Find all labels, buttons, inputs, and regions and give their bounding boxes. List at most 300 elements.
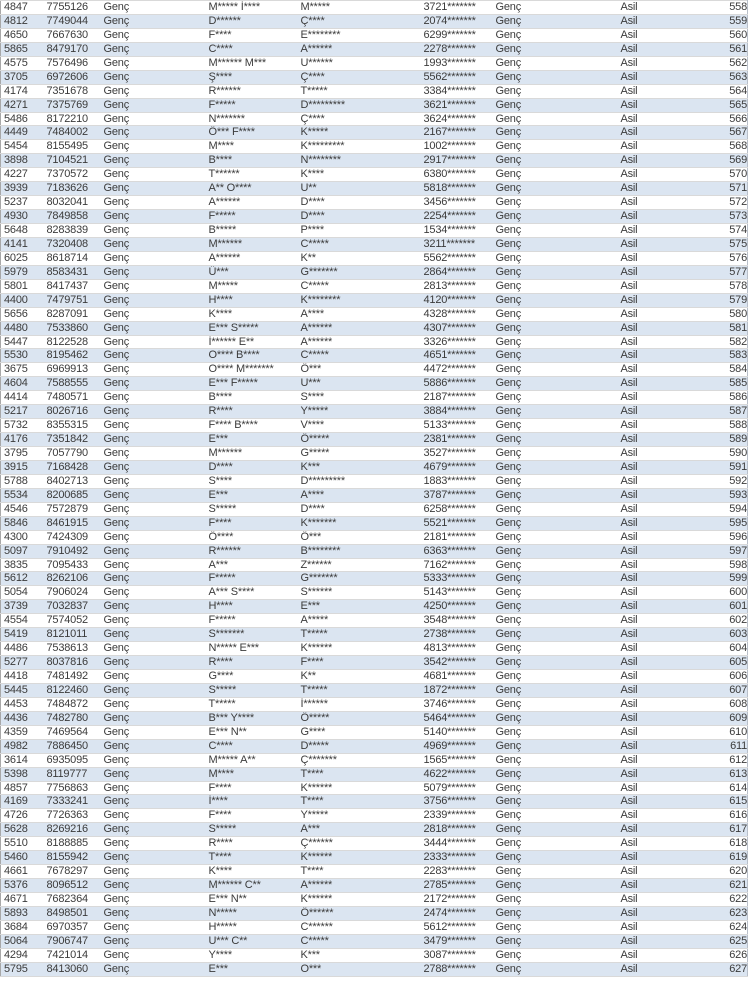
cell-list-type: Asil [618, 349, 724, 363]
cell-last-name: T**** [298, 795, 421, 809]
cell-rank: 3915 [1, 460, 44, 474]
cell-category: Genç [101, 377, 206, 391]
cell-rank: 6025 [1, 251, 44, 265]
cell-id-number: 2167******* [421, 126, 493, 140]
cell-list-type: Asil [618, 447, 724, 461]
cell-category: Genç [101, 753, 206, 767]
cell-category-2: Genç [493, 210, 618, 224]
cell-last-name: Ç**** [298, 14, 421, 28]
cell-last-name: S**** [298, 391, 421, 405]
cell-category: Genç [101, 530, 206, 544]
cell-list-type: Asil [618, 307, 724, 321]
cell-first-name: E*** [206, 433, 298, 447]
cell-category-2: Genç [493, 586, 618, 600]
cell-category: Genç [101, 293, 206, 307]
table-row [1, 1, 748, 15]
cell-last-name: K*** [298, 460, 421, 474]
cell-application-no: 8355315 [44, 419, 101, 433]
cell-application-no: 8172210 [44, 112, 101, 126]
cell-last-name: C***** [298, 349, 421, 363]
cell-list-type: Asil [618, 460, 724, 474]
cell-category: Genç [101, 237, 206, 251]
cell-category: Genç [101, 56, 206, 70]
cell-id-number: 6380******* [421, 168, 493, 182]
cell-last-name: K** [298, 670, 421, 684]
cell-category: Genç [101, 42, 206, 56]
table-row [1, 433, 748, 447]
cell-rank: 5398 [1, 767, 44, 781]
cell-last-name: C***** [298, 279, 421, 293]
cell-id-number: 2339******* [421, 809, 493, 823]
cell-last-name: A**** [298, 307, 421, 321]
cell-category-2: Genç [493, 279, 618, 293]
cell-id-number: 2333******* [421, 851, 493, 865]
table-row [1, 502, 748, 516]
cell-rank: 5656 [1, 307, 44, 321]
cell-last-name: B******** [298, 544, 421, 558]
cell-category: Genç [101, 600, 206, 614]
cell-category: Genç [101, 962, 206, 976]
cell-last-name: Ö***** [298, 711, 421, 725]
cell-last-name: Ç******* [298, 753, 421, 767]
cell-category-2: Genç [493, 614, 618, 628]
cell-application-no: 7678297 [44, 865, 101, 879]
cell-application-no: 8262106 [44, 572, 101, 586]
cell-application-no: 8032041 [44, 196, 101, 210]
cell-id-number: 5333******* [421, 572, 493, 586]
table-row [1, 558, 748, 572]
cell-sequence-no: 587 [724, 405, 748, 419]
cell-last-name: U*** [298, 377, 421, 391]
cell-first-name: M****** M*** [206, 56, 298, 70]
cell-rank: 5445 [1, 683, 44, 697]
table-row [1, 906, 748, 920]
table-row [1, 307, 748, 321]
table-row [1, 893, 748, 907]
cell-id-number: 3087******* [421, 948, 493, 962]
cell-application-no: 7588555 [44, 377, 101, 391]
cell-last-name: T***** [298, 683, 421, 697]
table-row [1, 767, 748, 781]
cell-category-2: Genç [493, 670, 618, 684]
cell-last-name: K********* [298, 140, 421, 154]
cell-category-2: Genç [493, 14, 618, 28]
cell-application-no: 8461915 [44, 516, 101, 530]
cell-rank: 5979 [1, 265, 44, 279]
cell-category: Genç [101, 795, 206, 809]
cell-first-name: A*** [206, 558, 298, 572]
cell-category: Genç [101, 182, 206, 196]
cell-sequence-no: 626 [724, 948, 748, 962]
cell-last-name: E******** [298, 28, 421, 42]
cell-id-number: 4120******* [421, 293, 493, 307]
table-row [1, 753, 748, 767]
cell-sequence-no: 567 [724, 126, 748, 140]
cell-category-2: Genç [493, 865, 618, 879]
cell-category-2: Genç [493, 307, 618, 321]
cell-application-no: 6972606 [44, 70, 101, 84]
table-row [1, 265, 748, 279]
cell-id-number: 2181******* [421, 530, 493, 544]
cell-application-no: 8583431 [44, 265, 101, 279]
cell-first-name: F**** [206, 809, 298, 823]
cell-application-no: 7906747 [44, 934, 101, 948]
cell-last-name: D********* [298, 98, 421, 112]
cell-last-name: D**** [298, 210, 421, 224]
cell-application-no: 7886450 [44, 739, 101, 753]
cell-application-no: 6970357 [44, 920, 101, 934]
cell-rank: 5865 [1, 42, 44, 56]
cell-first-name: S***** [206, 683, 298, 697]
cell-application-no: 7574052 [44, 614, 101, 628]
cell-rank: 5801 [1, 279, 44, 293]
cell-rank: 4857 [1, 781, 44, 795]
cell-list-type: Asil [618, 558, 724, 572]
cell-last-name: Ç**** [298, 70, 421, 84]
cell-id-number: 2785******* [421, 879, 493, 893]
cell-application-no: 8287091 [44, 307, 101, 321]
cell-first-name: E*** N** [206, 893, 298, 907]
table-row [1, 544, 748, 558]
cell-first-name: B**** [206, 154, 298, 168]
cell-list-type: Asil [618, 767, 724, 781]
cell-application-no: 8096512 [44, 879, 101, 893]
cell-application-no: 8417437 [44, 279, 101, 293]
cell-list-type: Asil [618, 516, 724, 530]
cell-application-no: 7726363 [44, 809, 101, 823]
cell-category-2: Genç [493, 419, 618, 433]
cell-category: Genç [101, 893, 206, 907]
cell-category-2: Genç [493, 224, 618, 238]
cell-category-2: Genç [493, 84, 618, 98]
cell-list-type: Asil [618, 56, 724, 70]
cell-rank: 5893 [1, 906, 44, 920]
cell-id-number: 3326******* [421, 335, 493, 349]
cell-list-type: Asil [618, 321, 724, 335]
cell-list-type: Asil [618, 670, 724, 684]
table-row [1, 251, 748, 265]
results-table-body [1, 1, 748, 977]
cell-rank: 4141 [1, 237, 44, 251]
cell-id-number: 3211******* [421, 237, 493, 251]
table-row [1, 154, 748, 168]
cell-sequence-no: 562 [724, 56, 748, 70]
cell-rank: 4982 [1, 739, 44, 753]
table-row [1, 140, 748, 154]
cell-id-number: 4681******* [421, 670, 493, 684]
cell-id-number: 5886******* [421, 377, 493, 391]
cell-application-no: 6969913 [44, 363, 101, 377]
cell-application-no: 8402713 [44, 474, 101, 488]
cell-last-name: Ö***** [298, 433, 421, 447]
cell-rank: 3835 [1, 558, 44, 572]
cell-category-2: Genç [493, 70, 618, 84]
cell-category: Genç [101, 781, 206, 795]
table-row [1, 126, 748, 140]
cell-id-number: 1872******* [421, 683, 493, 697]
table-row [1, 600, 748, 614]
cell-rank: 5846 [1, 516, 44, 530]
cell-id-number: 4813******* [421, 642, 493, 656]
cell-first-name: M****** C** [206, 879, 298, 893]
cell-list-type: Asil [618, 377, 724, 391]
cell-list-type: Asil [618, 84, 724, 98]
cell-list-type: Asil [618, 293, 724, 307]
cell-id-number: 4622******* [421, 767, 493, 781]
cell-id-number: 1993******* [421, 56, 493, 70]
cell-category: Genç [101, 767, 206, 781]
table-row [1, 474, 748, 488]
cell-first-name: M****** [206, 447, 298, 461]
cell-category-2: Genç [493, 725, 618, 739]
cell-application-no: 7756863 [44, 781, 101, 795]
cell-first-name: F**** [206, 781, 298, 795]
cell-category-2: Genç [493, 642, 618, 656]
cell-application-no: 8037816 [44, 656, 101, 670]
cell-id-number: 5562******* [421, 70, 493, 84]
cell-last-name: K******* [298, 516, 421, 530]
cell-category: Genç [101, 488, 206, 502]
cell-first-name: F**** B**** [206, 419, 298, 433]
cell-category: Genç [101, 98, 206, 112]
cell-category-2: Genç [493, 628, 618, 642]
cell-list-type: Asil [618, 934, 724, 948]
cell-rank: 4400 [1, 293, 44, 307]
cell-category: Genç [101, 586, 206, 600]
cell-sequence-no: 593 [724, 488, 748, 502]
cell-rank: 4726 [1, 809, 44, 823]
table-row [1, 28, 748, 42]
cell-id-number: 3479******* [421, 934, 493, 948]
cell-sequence-no: 560 [724, 28, 748, 42]
cell-application-no: 7749044 [44, 14, 101, 28]
cell-application-no: 7572879 [44, 502, 101, 516]
cell-first-name: Ö*** F**** [206, 126, 298, 140]
table-row [1, 405, 748, 419]
cell-application-no: 8188885 [44, 837, 101, 851]
cell-first-name: R**** [206, 837, 298, 851]
cell-first-name: T***** [206, 697, 298, 711]
cell-category-2: Genç [493, 460, 618, 474]
cell-last-name: A****** [298, 879, 421, 893]
cell-sequence-no: 570 [724, 168, 748, 182]
table-row [1, 865, 748, 879]
cell-list-type: Asil [618, 906, 724, 920]
cell-rank: 5454 [1, 140, 44, 154]
cell-id-number: 2738******* [421, 628, 493, 642]
cell-rank: 5530 [1, 349, 44, 363]
cell-last-name: Ö*** [298, 530, 421, 544]
cell-list-type: Asil [618, 572, 724, 586]
cell-id-number: 3624******* [421, 112, 493, 126]
table-row [1, 14, 748, 28]
cell-application-no: 7484872 [44, 697, 101, 711]
cell-id-number: 5133******* [421, 419, 493, 433]
cell-category-2: Genç [493, 558, 618, 572]
cell-list-type: Asil [618, 781, 724, 795]
cell-application-no: 7910492 [44, 544, 101, 558]
cell-first-name: A****** [206, 251, 298, 265]
cell-first-name: B*** Y**** [206, 711, 298, 725]
cell-rank: 5648 [1, 224, 44, 238]
cell-category: Genç [101, 670, 206, 684]
table-row [1, 739, 748, 753]
cell-list-type: Asil [618, 851, 724, 865]
cell-category-2: Genç [493, 42, 618, 56]
cell-id-number: 2278******* [421, 42, 493, 56]
cell-category: Genç [101, 1, 206, 15]
cell-category-2: Genç [493, 98, 618, 112]
cell-id-number: 3384******* [421, 84, 493, 98]
cell-rank: 5612 [1, 572, 44, 586]
table-row [1, 168, 748, 182]
cell-sequence-no: 612 [724, 753, 748, 767]
cell-last-name: A****** [298, 42, 421, 56]
cell-list-type: Asil [618, 42, 724, 56]
cell-rank: 5447 [1, 335, 44, 349]
cell-sequence-no: 558 [724, 1, 748, 15]
table-row [1, 210, 748, 224]
cell-last-name: T***** [298, 84, 421, 98]
cell-last-name: G******* [298, 572, 421, 586]
cell-list-type: Asil [618, 265, 724, 279]
cell-last-name: G******* [298, 265, 421, 279]
cell-last-name: D**** [298, 196, 421, 210]
cell-category-2: Genç [493, 711, 618, 725]
cell-category: Genç [101, 558, 206, 572]
cell-sequence-no: 604 [724, 642, 748, 656]
cell-category: Genç [101, 335, 206, 349]
cell-id-number: 4472******* [421, 363, 493, 377]
cell-category-2: Genç [493, 56, 618, 70]
cell-list-type: Asil [618, 224, 724, 238]
cell-category-2: Genç [493, 140, 618, 154]
cell-category-2: Genç [493, 809, 618, 823]
cell-id-number: 5562******* [421, 251, 493, 265]
cell-last-name: G***** [298, 447, 421, 461]
cell-list-type: Asil [618, 391, 724, 405]
cell-rank: 4554 [1, 614, 44, 628]
cell-first-name: C**** [206, 739, 298, 753]
cell-list-type: Asil [618, 725, 724, 739]
cell-category: Genç [101, 516, 206, 530]
cell-last-name: M***** [298, 1, 421, 15]
cell-id-number: 4250******* [421, 600, 493, 614]
cell-id-number: 6258******* [421, 502, 493, 516]
cell-list-type: Asil [618, 237, 724, 251]
cell-category-2: Genç [493, 154, 618, 168]
cell-category: Genç [101, 307, 206, 321]
cell-first-name: İ**** [206, 795, 298, 809]
cell-first-name: M***** İ**** [206, 1, 298, 15]
cell-category-2: Genç [493, 530, 618, 544]
cell-category-2: Genç [493, 544, 618, 558]
cell-last-name: Ç****** [298, 837, 421, 851]
cell-sequence-no: 609 [724, 711, 748, 725]
cell-first-name: U*** C** [206, 934, 298, 948]
cell-category-2: Genç [493, 391, 618, 405]
cell-last-name: K******** [298, 293, 421, 307]
table-row [1, 363, 748, 377]
table-row [1, 335, 748, 349]
cell-last-name: K** [298, 251, 421, 265]
cell-list-type: Asil [618, 28, 724, 42]
cell-category-2: Genç [493, 656, 618, 670]
cell-id-number: 2864******* [421, 265, 493, 279]
cell-id-number: 3548******* [421, 614, 493, 628]
cell-id-number: 3756******* [421, 795, 493, 809]
cell-category-2: Genç [493, 488, 618, 502]
cell-category: Genç [101, 934, 206, 948]
cell-category: Genç [101, 210, 206, 224]
cell-application-no: 8119777 [44, 767, 101, 781]
cell-rank: 4480 [1, 321, 44, 335]
cell-first-name: F**** [206, 516, 298, 530]
cell-sequence-no: 561 [724, 42, 748, 56]
cell-application-no: 8121011 [44, 628, 101, 642]
cell-sequence-no: 569 [724, 154, 748, 168]
cell-rank: 5277 [1, 656, 44, 670]
table-row [1, 447, 748, 461]
cell-list-type: Asil [618, 1, 724, 15]
cell-category: Genç [101, 321, 206, 335]
cell-last-name: K***** [298, 126, 421, 140]
cell-category: Genç [101, 656, 206, 670]
cell-rank: 5217 [1, 405, 44, 419]
cell-id-number: 3542******* [421, 656, 493, 670]
cell-category-2: Genç [493, 837, 618, 851]
cell-application-no: 7480571 [44, 391, 101, 405]
cell-list-type: Asil [618, 711, 724, 725]
cell-list-type: Asil [618, 837, 724, 851]
cell-last-name: N******** [298, 154, 421, 168]
cell-application-no: 7481492 [44, 670, 101, 684]
cell-last-name: T**** [298, 865, 421, 879]
cell-id-number: 5143******* [421, 586, 493, 600]
table-row [1, 84, 748, 98]
cell-id-number: 2283******* [421, 865, 493, 879]
cell-first-name: O**** M******* [206, 363, 298, 377]
cell-list-type: Asil [618, 656, 724, 670]
cell-rank: 4575 [1, 56, 44, 70]
cell-sequence-no: 613 [724, 767, 748, 781]
cell-first-name: M**** [206, 140, 298, 154]
cell-last-name: U** [298, 182, 421, 196]
cell-list-type: Asil [618, 474, 724, 488]
cell-sequence-no: 576 [724, 251, 748, 265]
cell-application-no: 7533860 [44, 321, 101, 335]
cell-id-number: 3884******* [421, 405, 493, 419]
cell-category-2: Genç [493, 920, 618, 934]
cell-rank: 4227 [1, 168, 44, 182]
cell-rank: 4436 [1, 711, 44, 725]
cell-application-no: 7484002 [44, 126, 101, 140]
cell-id-number: 1534******* [421, 224, 493, 238]
cell-first-name: N***** [206, 906, 298, 920]
cell-list-type: Asil [618, 879, 724, 893]
table-row [1, 948, 748, 962]
cell-category: Genç [101, 614, 206, 628]
table-row [1, 920, 748, 934]
cell-id-number: 2074******* [421, 14, 493, 28]
cell-last-name: İ****** [298, 697, 421, 711]
cell-category: Genç [101, 168, 206, 182]
cell-application-no: 7755126 [44, 1, 101, 15]
table-row [1, 112, 748, 126]
cell-list-type: Asil [618, 893, 724, 907]
cell-sequence-no: 610 [724, 725, 748, 739]
table-row [1, 934, 748, 948]
